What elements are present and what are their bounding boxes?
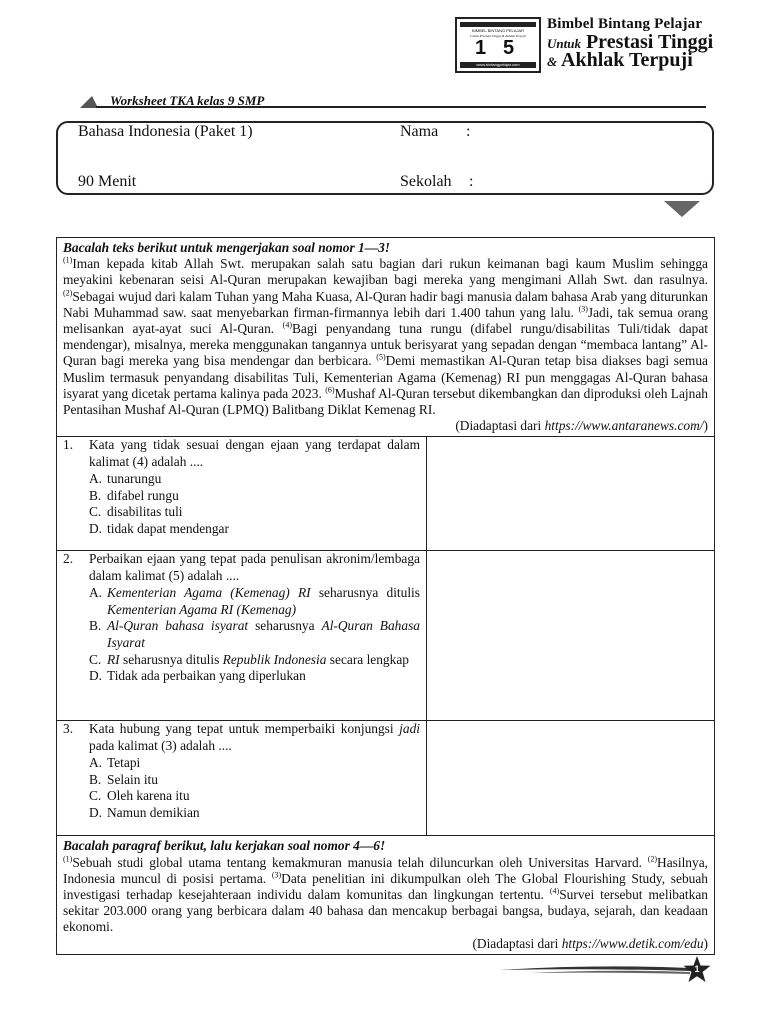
sentence: Survei tersebut melibatkan sekitar 203.000 orang yang berbicara dalam 40 bahasa dan mencakup berbagai bangsa, budaya, sejarah, dan keadaan ekonomi. [63,887,708,935]
source-prefix: (Diadaptasi dari [455,418,545,434]
option-letter: B. [89,618,102,634]
question-text: Kata yang tidak sesuai dengan ejaan yang terdapat dalam kalimat (4) adalah .... [89,437,420,470]
sentence-number: (3) [271,870,282,880]
question-2-content [57,551,427,720]
option-text: Oleh karena itu [107,788,190,804]
option-italic: Kementerian Agama RI (Kemenag) [107,601,297,617]
sentence: Iman kepada kitab Allah Swt. merupakan salah satu bagian dari rukun keimanan bagi kaum Muslim sehingga meyakini kebenaran seisi Al-Quran merupakan kewajiban bagi mereka yang mengimani Allah Swt. dan rasulnya. [63,256,708,288]
option-text: difabel rungu [107,487,179,503]
source-url: https://www.detik.com/edu [561,935,704,951]
option-c[interactable] [63,652,420,669]
option-text [107,585,420,618]
option-b[interactable] [63,488,420,505]
brand-name: Bimbel Bintang Pelajar [547,16,703,32]
brand-ampersand: & [547,54,558,69]
question-number: 2. [63,551,74,567]
option-d[interactable] [63,668,420,685]
option-text: Selain itu [107,771,158,787]
name-label: Nama [400,123,439,140]
source-suffix: ) [703,418,708,434]
brand-prestasi: Prestasi Tinggi [585,31,714,53]
question-1 [57,437,714,551]
school-label: Sekolah [400,173,452,190]
question-1-content [57,437,427,550]
question-text [89,721,420,754]
logo-top-text: BIMBEL BINTANG PELAJAR [471,28,524,33]
question-number: 1. [63,437,74,453]
option-plain: seharusnya ditulis [119,651,223,667]
sentence: Data penelitian ini dikumpulkan oleh The Global Flourishing Study, sebuah investigasi terhadap kesejahteraan individu dalam komunitas dan lingkungan tertentu. [63,870,708,903]
brand-line-3 [547,49,693,72]
sentence: Hasilnya, Indonesia muncul di posisi pertama. [63,854,708,886]
option-italic: Al-Quran Bahasa Isyarat [107,618,420,650]
option-b[interactable] [63,772,420,789]
option-a[interactable] [63,585,420,618]
question-text-part: pada kalimat (3) adalah .... [89,738,232,754]
worksheet-title: Worksheet TKA kelas 9 SMP [110,93,265,108]
option-plain: seharusnya ditulis [310,584,420,600]
sentence-number: (2) [63,288,73,298]
sentence-number: (3) [578,304,588,314]
option-text: tidak dapat mendengar [107,520,229,536]
question-3-answer-area[interactable] [427,721,714,835]
footer-swoosh-icon [500,958,690,980]
brand-akhlak: Akhlak Terpuji [561,49,693,71]
option-letter: D. [89,804,103,820]
content-table [56,237,715,955]
name-colon: : [466,123,471,140]
question-1-answer-area[interactable] [427,437,714,550]
page-number: 1 [694,964,700,974]
option-letter: D. [89,668,103,684]
question-2-stem [63,551,420,584]
option-letter: A. [89,584,103,600]
logo-top-bar [460,22,536,27]
sentence: Sebagai wujud dari kalam Tuhan yang Maha Kuasa, Al-Quran hadir bagi manusia dalam bahasa Arab yang diturunkan Nabi Muhammad saw. saat menyebarkan firman-firmannya lebih dari 1.400 tahun yang lalu. [63,288,708,320]
subject: Bahasa Indonesia (Paket 1) [78,123,253,140]
sentence-number: (4) [282,320,292,330]
sentence: Demi memastikan Al-Quran tetap bisa diakses bagi semua Muslim termasuk penyandang disabilitas Tuli, Kementerian Agama (Kemenag) RI pun menggagas Al-Quran bahasa isyarat yang dicetak pertama kalinya pada 2023. [63,353,708,401]
option-italic: Republik Indonesia [222,651,327,667]
info-box-pointer-icon [664,189,700,219]
option-letter: C. [89,651,102,667]
duration: 90 Menit [78,173,137,190]
option-text [107,618,420,651]
option-text: disabilitas tuli [107,504,183,520]
sentence-number: (4) [549,886,560,896]
source-url: https://www.antaranews.com/ [544,418,704,434]
question-number: 3. [63,721,74,737]
school-colon: : [469,173,474,190]
logo-number-one: 1 [475,37,487,59]
question-3 [57,721,714,836]
brand-logo [455,17,541,73]
sentence: Bagi penyandang tuna rungu (difabel rungu/disabilitas Tuli/tidak dapat mendengar), misalnya, mereka menggunakan tangannya untuk berisyarat yang sepadan dengan “membaca lantang” Al-Quran bagi mereka yang bisa mendengar dan berbicara. [63,321,708,369]
option-a[interactable] [63,471,420,488]
option-plain: secara lengkap [326,651,409,667]
sentence: Jadi, tak semua orang melisankan ayat-ayat suci Al-Quran. [63,304,708,337]
sentence-number: (1) [63,854,73,864]
option-italic: RI [107,651,120,667]
option-text [107,652,420,669]
question-text: Perbaikan ejaan yang tepat pada penulisan akronim/lembaga dalam kalimat (5) adalah .... [89,551,420,584]
question-text-part: Kata hubung yang tepat untuk memperbaiki konjungsi [89,721,400,737]
sentence-number: (6) [325,385,335,395]
option-c[interactable] [63,788,420,805]
option-text: tunarungu [107,470,162,486]
source-prefix: (Diadaptasi dari [472,935,562,951]
question-3-content [57,721,427,835]
question-3-stem [63,721,420,754]
option-letter: B. [89,487,102,503]
passage-1-source [63,418,708,434]
passage-2-heading: Bacalah paragraf berikut, lalu kerjakan soal nomor 4—6! [63,838,386,854]
logo-number-five: 5 [503,37,515,59]
option-text: Tidak ada perbaikan yang diperlukan [107,668,306,684]
option-letter: A. [89,470,103,486]
logo-tagline: Untuk Prestasi Tinggi & Akhlak Terpuji [470,34,526,38]
source-suffix: ) [703,935,708,951]
option-d[interactable] [63,805,420,822]
question-1-stem [63,437,420,470]
option-letter: B. [89,771,102,787]
option-italic: Kementerian Agama (Kemenag) RI [107,584,311,600]
sentence: Mushaf Al-Quran tersebut dikembangkan dan diproduksi oleh Lajnah Pentasihan Mushaf Al-Quran (LPMQ) Balitbang Diklat Kemenag RI. [63,385,708,418]
option-b[interactable] [63,618,420,651]
question-2 [57,551,714,721]
sentence: Sebuah studi global utama tentang kemakmuran manusia telah diluncurkan oleh Universitas Harvard. [72,854,642,870]
option-text: Tetapi [107,754,141,770]
option-text: Namun demikian [107,804,200,820]
option-letter: C. [89,788,102,804]
sentence-number: (1) [63,255,73,265]
question-2-answer-area[interactable] [427,551,714,720]
sentence-number: (5) [376,352,386,362]
sentence-number: (2) [647,854,658,864]
passage-1 [57,238,714,437]
option-a[interactable] [63,755,420,772]
passage-2 [57,836,714,953]
option-letter: C. [89,504,102,520]
option-letter: D. [89,520,103,536]
passage-1-heading: Bacalah teks berikut untuk mengerjakan soal nomor 1—3! [63,240,391,255]
logo-web: www.bintangpelajar.com [476,62,520,67]
passage-2-source [63,936,708,952]
option-plain: seharusnya [248,618,322,634]
option-letter: A. [89,754,103,770]
option-c[interactable] [63,504,420,521]
question-text-italic: jadi [399,721,420,737]
brand-untuk: Untuk [547,36,581,51]
option-d[interactable] [63,521,420,538]
option-italic: Al-Quran bahasa isyarat [107,618,249,634]
